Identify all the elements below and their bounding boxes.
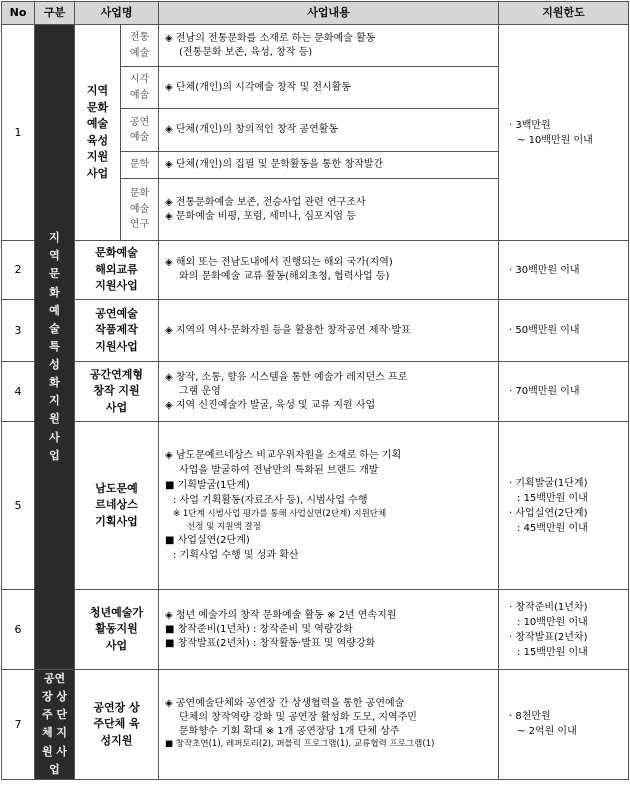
table-row — [2, 422, 629, 590]
subcategory-label: 시각 예술 — [129, 74, 150, 101]
description-line: ◈ 지역 신진예술가 발굴, 육성 및 교류 지원 사업 — [165, 399, 376, 411]
description-cell — [159, 109, 499, 152]
description-line: ◈ 전남의 전통문화를 소재로 하는 문화예술 활동 — [165, 32, 376, 44]
table-row — [2, 241, 629, 300]
subcategory-cell — [121, 109, 159, 152]
limit-cell — [499, 670, 629, 780]
description-cell — [159, 300, 499, 362]
limit-line: · 창작발표(2년차) — [509, 631, 588, 643]
description-cell — [159, 152, 499, 179]
description-line: ◈ 전통문화예술 보존, 전승사업 관련 연구조사 — [165, 196, 366, 208]
limit-line: ~ 10백만원 이내 — [517, 134, 593, 146]
description-cell — [159, 25, 499, 67]
program-name-cell — [75, 300, 159, 362]
category-label: 지역 문화 예술 특성화 지원 사업 — [49, 231, 60, 462]
limit-line: · 기획발굴(1단계) — [509, 477, 588, 489]
table-row — [2, 590, 629, 670]
limit-cell — [499, 300, 629, 362]
limit-line: · 70백만원 이내 — [509, 386, 580, 397]
program-name-cell — [75, 590, 159, 670]
header-content: 사업내용 — [159, 2, 499, 25]
description-line: ■ 창작발표(2년차) : 창작활동·발표 및 역량강화 — [165, 637, 376, 649]
description-cell — [159, 241, 499, 300]
row-number: 6 — [2, 590, 35, 670]
limit-line: : 15백만원 이내 — [517, 492, 588, 504]
program-name: 공연예술 작품제작 지원사업 — [95, 306, 138, 353]
row-number: 4 — [2, 362, 35, 422]
description-line: ◈ 지역의 역사·문화자원 등을 활용한 창작공연 제작·발표 — [165, 324, 411, 336]
limit-cell — [499, 422, 629, 590]
description-line: ◈ 단체(개인)의 창의적인 창작 공연활동 — [165, 124, 339, 135]
program-name-cell — [75, 362, 159, 422]
subcategory-label: 전통 예술 — [129, 32, 150, 59]
header-limit: 지원한도 — [499, 2, 629, 25]
category-cell — [35, 670, 75, 780]
row-number: 7 — [2, 670, 35, 780]
description-line: ◈ 남도문예르네상스 비교우위자원을 소재로 하는 기획 — [165, 449, 402, 461]
subcategory-label: 문화 예술 연구 — [129, 188, 150, 231]
row-number: 1 — [2, 25, 35, 241]
description-line: ■ 창작초연(1), 레퍼토리(2), 퍼블릭 프로그램(1), 교류협력 프로그램(1) — [165, 739, 435, 750]
description-line: 와의 문화예술 교류 활동(해외초청, 협력사업 등) — [179, 271, 390, 282]
description-line: ■ 기획발굴(1단계) — [165, 479, 250, 491]
limit-cell — [499, 590, 629, 670]
limit-line: · 30백만원 이내 — [509, 264, 580, 276]
limit-line: : 45백만원 이내 — [517, 522, 588, 534]
description-line: ■ 사업실연(2단계) — [165, 535, 250, 547]
table-row — [2, 670, 629, 780]
description-cell — [159, 362, 499, 422]
description-line: 그램 운영 — [179, 385, 221, 397]
category-label: 공연장 상주 단체 지원 사업 — [41, 672, 68, 776]
subcategory-cell — [121, 152, 159, 179]
table-row — [2, 25, 629, 67]
row-number: 2 — [2, 241, 35, 300]
program-name-cell — [75, 670, 159, 780]
description-line: ◈ 공연예술단체와 공연장 간 상생협력을 통한 공연예술 — [165, 698, 405, 710]
description-line: (전통문화 보존, 육성, 창작 등) — [179, 46, 313, 58]
subcategory-cell — [121, 25, 159, 67]
program-name: 문화예술 해외교류 지원사업 — [95, 246, 138, 293]
program-name: 공연장 상주단체 육성지원 — [93, 700, 140, 747]
subcategory-cell — [121, 67, 159, 109]
program-name-cell — [75, 241, 159, 300]
program-name: 남도문예 르네상스 기획사업 — [95, 481, 138, 528]
description-line: ◈ 창작, 소통, 향유 시스템을 통한 예술가 레지던스 프로 — [165, 371, 408, 383]
header-program: 사업명 — [75, 2, 159, 25]
description-line: ■ 창작준비(1년차) : 창작준비 및 역량강화 — [165, 623, 353, 635]
description-line: ◈ 청년 예술가의 창작 문화예술 활동 ※ 2년 연속지원 — [165, 609, 397, 621]
program-name: 청년예술가 활동지원 사업 — [89, 605, 144, 652]
subcategory-label: 문학 — [129, 159, 150, 171]
header-no: No — [2, 2, 35, 25]
description-note: 선정 및 지원액 결정 — [187, 521, 261, 532]
description-line: : 사업 기획활동(자료조사 등), 시범사업 수행 — [173, 494, 368, 506]
description-note: ※ 1단계 시범사업 평가를 통해 사업실연(2단계) 지원단체 — [173, 508, 387, 519]
subcategory-cell — [121, 179, 159, 241]
description-line: ◈ 해외 또는 전남도내에서 진행되는 해외 국가(지역) — [165, 257, 393, 268]
limit-line: · 50백만원 이내 — [509, 325, 580, 336]
support-program-table — [1, 1, 629, 780]
description-line: 사업을 발굴하여 전남만의 특화된 브랜드 개발 — [179, 464, 379, 476]
description-cell — [159, 179, 499, 241]
limit-cell — [499, 25, 629, 241]
description-cell — [159, 670, 499, 780]
header-category: 구분 — [35, 2, 75, 25]
description-line: 단체의 창작역량 강화 및 공연장 활성화 도모, 지역주민 — [179, 712, 417, 724]
limit-line: · 3백만원 — [509, 119, 551, 131]
row-number: 3 — [2, 300, 35, 362]
table-header-row — [2, 2, 629, 25]
limit-line: : 15백만원 이내 — [517, 646, 588, 658]
limit-cell — [499, 362, 629, 422]
limit-line: · 8천만원 — [509, 711, 551, 723]
program-name: 공간연계형 창작 지원사업 — [89, 367, 144, 414]
table-row — [2, 300, 629, 362]
category-cell — [35, 25, 75, 670]
program-name: 지역 문화 예술 육성 지원 사업 — [86, 84, 109, 180]
description-cell — [159, 422, 499, 590]
description-line: ◈ 단체(개인)의 시각예술 창작 및 전시활동 — [165, 81, 351, 93]
program-name-cell — [75, 422, 159, 590]
description-cell — [159, 590, 499, 670]
row-number: 5 — [2, 422, 35, 590]
subcategory-label: 공연 예술 — [129, 116, 150, 143]
description-line: ◈ 문화예술 비평, 포럼, 세미나, 심포지엄 등 — [165, 210, 356, 222]
limit-line: · 사업실연(2단계) — [509, 507, 588, 519]
limit-line: : 10백만원 이내 — [517, 616, 588, 628]
table-row — [2, 362, 629, 422]
limit-line: · 창작준비(1년차) — [509, 601, 588, 613]
program-name-cell — [75, 25, 121, 241]
description-line: ◈ 단체(개인)의 집필 및 문학활동을 통한 창작발간 — [165, 159, 384, 170]
description-cell — [159, 67, 499, 109]
limit-line: ~ 2억원 이내 — [517, 726, 577, 738]
limit-cell — [499, 241, 629, 300]
description-line: 문화향수 기회 확대 ※ 1개 공연장당 1개 단체 상주 — [179, 726, 400, 738]
description-line: : 기획사업 수행 및 성과 확산 — [173, 550, 299, 562]
